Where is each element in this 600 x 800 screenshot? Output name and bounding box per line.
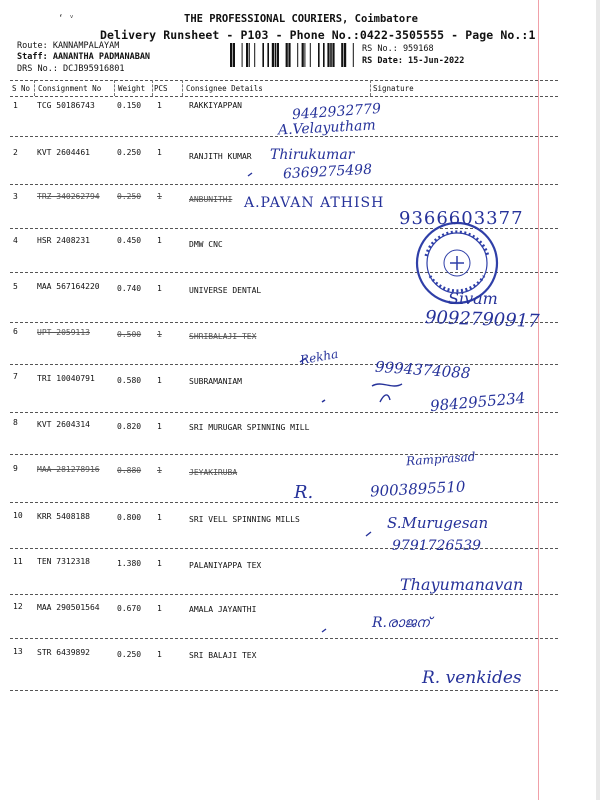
row-pcs: 1	[157, 284, 162, 293]
handwritten-phone: 6369275498	[282, 161, 373, 183]
row-separator	[10, 412, 558, 413]
col-divider	[370, 80, 371, 96]
col-signature: Signature	[373, 84, 414, 93]
handwritten-signature: R.രാജന്	[372, 615, 431, 631]
row-consignee: DMW CNC	[189, 240, 223, 249]
row-sno: 5	[13, 282, 18, 291]
row-separator	[10, 184, 558, 185]
row-consignee: SRI BALAJI TEX	[189, 651, 257, 660]
barcode-bar	[254, 43, 255, 67]
handwritten-name: A.PAVAN ATHISH	[244, 195, 385, 211]
row-sno: 6	[13, 327, 18, 336]
row-pcs: 1	[157, 148, 162, 157]
barcode-bar	[277, 43, 279, 67]
barcode-bar	[330, 43, 332, 67]
col-weight: Weight	[118, 84, 146, 93]
row-weight: 0.150	[117, 101, 142, 110]
barcode-bar	[302, 43, 304, 67]
row-consignment: MAA 567164220	[37, 282, 100, 291]
row-pcs: 1	[157, 422, 162, 431]
company-title: THE PROFESSIONAL COURIERS, Coimbatore	[184, 13, 418, 25]
row-consignment: UPT 2059113	[37, 328, 90, 337]
row-pcs: 1	[157, 650, 162, 659]
row-sno: 1	[13, 101, 18, 110]
barcode-bar	[242, 43, 243, 67]
row-pcs: 1	[157, 604, 162, 613]
barcode-bar	[332, 43, 334, 67]
row-consignee: SRI MURUGAR SPINNING MILL	[189, 423, 310, 432]
row-sno: 8	[13, 418, 18, 427]
barcode-bar	[262, 43, 264, 67]
staff-label: Staff: AANANTHA PADMANABAN	[17, 52, 151, 62]
row-sno: 13	[13, 647, 23, 656]
row-consignment: TRI 10040791	[37, 374, 95, 383]
row-consignee: RAKKIYAPPAN	[189, 101, 242, 110]
handwritten-phone: 9791726539	[392, 538, 482, 554]
row-consignee: JEYAKIRUBA	[189, 468, 238, 477]
row-sno: 7	[13, 372, 18, 381]
handwritten-signature: Thayumanavan	[400, 575, 524, 594]
row-consignee: RANJITH KUMAR	[189, 152, 252, 161]
handwritten-signature: R. venkides	[422, 668, 522, 688]
row-separator	[10, 638, 558, 639]
barcode-bar	[233, 43, 235, 67]
col-sno: S No	[12, 84, 31, 93]
barcode-bar	[323, 43, 325, 67]
row-weight: 0.740	[117, 284, 142, 293]
row-sno: 11	[13, 557, 23, 566]
row-separator	[10, 502, 558, 503]
barcode-bar	[318, 43, 320, 67]
row-weight: 0.250	[117, 148, 142, 157]
scan-edge	[596, 0, 600, 800]
row-weight: 0.580	[117, 376, 142, 385]
row-pcs: 1	[157, 376, 162, 385]
barcode-image	[230, 43, 355, 67]
row-separator	[10, 454, 558, 455]
runsheet-title: Delivery Runsheet - P103 - Phone No.:0422-3505555 - Page No.:1	[100, 28, 536, 42]
row-weight: 1.380	[117, 559, 142, 568]
row-weight: 0.250	[117, 650, 142, 659]
row-consignment: TEN 7312318	[37, 557, 90, 566]
row-consignment: TRZ 340262794	[37, 192, 100, 201]
col-pcs: PCS	[154, 84, 168, 93]
barcode-bar	[230, 43, 232, 67]
row-consignment: KVT 2604314	[37, 420, 90, 429]
row-pcs: 1	[157, 466, 162, 475]
barcode-bar	[327, 43, 329, 67]
barcode-bar	[246, 43, 248, 67]
row-consignment: MAA 290501564	[37, 603, 100, 612]
col-divider	[34, 80, 35, 96]
handwritten-signature: Rekha	[299, 346, 340, 368]
row-consignment: KRR 5408188	[37, 512, 90, 521]
row-sno: 9	[13, 464, 18, 473]
row-consignee: SHRIBALAJI TEX	[189, 332, 257, 341]
corner-mark: ‘ ᵛ	[58, 14, 75, 24]
barcode-bar	[344, 43, 346, 67]
row-consignee: PALANIYAPPA TEX	[189, 561, 262, 570]
row-pcs: 1	[157, 236, 162, 245]
row-consignee: ANBUNITHI	[189, 195, 233, 204]
handwritten-signature: R.	[294, 482, 314, 503]
handwritten-signature: Sivam	[448, 289, 498, 308]
handwritten-signature: S.Murugesan	[387, 514, 489, 532]
row-pcs: 1	[157, 513, 162, 522]
rs-number: RS No.: 959168	[362, 44, 434, 54]
margin-line	[538, 0, 539, 800]
handwritten-signature: Thirukumar	[270, 147, 355, 163]
row-pcs: 1	[157, 330, 162, 339]
barcode-bar	[249, 43, 250, 67]
col-consignment: Consignment No	[38, 84, 102, 93]
row-weight: 0.670	[117, 604, 142, 613]
barcode-bar	[286, 43, 288, 67]
barcode-bar	[304, 43, 305, 67]
rs-date: RS Date: 15-Jun-2022	[362, 56, 465, 66]
row-sno: 4	[13, 236, 18, 245]
barcode-bar	[267, 43, 269, 67]
row-separator	[10, 690, 558, 691]
row-separator	[10, 364, 558, 365]
barcode-bar	[288, 43, 290, 67]
row-consignee: UNIVERSE DENTAL	[189, 286, 262, 295]
handwritten-phone: 9366603377	[399, 208, 524, 229]
barcode-bar	[272, 43, 274, 67]
barcode-bar	[275, 43, 277, 67]
row-weight: 0.880	[117, 466, 142, 475]
col-consignee: Consignee Details	[186, 84, 263, 93]
row-sno: 10	[13, 511, 23, 520]
handwritten-phone: 9003895510	[369, 477, 466, 501]
handwritten-signature: A.Velayutham	[277, 117, 377, 139]
row-weight: 0.250	[117, 192, 142, 201]
handwritten-note: Ramprasad	[405, 449, 476, 469]
row-consignment: TCG 50186743	[37, 101, 95, 110]
handwritten-phone: 9092790917	[424, 307, 540, 332]
handwritten-phone: 9842955234	[429, 388, 527, 416]
row-consignment: MAA 281278916	[37, 465, 100, 474]
col-divider	[152, 80, 153, 96]
row-sno: 2	[13, 148, 18, 157]
row-consignee: SRI VELL SPINNING MILLS	[189, 515, 300, 524]
row-consignee: SUBRAMANIAM	[189, 377, 242, 386]
row-weight: 0.500	[117, 330, 142, 339]
drs-number: DRS No.: DCJB95916801	[17, 64, 125, 74]
table-top-border	[10, 80, 558, 81]
barcode-bar	[341, 43, 343, 67]
handwritten-phone: 9442932779	[291, 100, 382, 124]
row-consignment: KVT 2604461	[37, 148, 90, 157]
row-weight: 0.450	[117, 236, 142, 245]
row-separator	[10, 594, 558, 595]
barcode-bar	[310, 43, 311, 67]
row-sno: 12	[13, 602, 23, 611]
row-pcs: 1	[157, 559, 162, 568]
col-divider	[182, 80, 183, 96]
barcode-bar	[297, 43, 298, 67]
barcode-bar	[353, 43, 354, 67]
row-weight: 0.820	[117, 422, 142, 431]
route-label: Route: KANNAMPALAYAM	[17, 41, 120, 51]
row-consignee: AMALA JAYANTHI	[189, 605, 257, 614]
row-weight: 0.800	[117, 513, 142, 522]
row-sno: 3	[13, 192, 18, 201]
row-pcs: 1	[157, 192, 162, 201]
row-pcs: 1	[157, 101, 162, 110]
row-consignment: STR 6439892	[37, 648, 90, 657]
table-header-border	[10, 96, 558, 97]
row-consignment: HSR 2408231	[37, 236, 90, 245]
col-divider	[114, 80, 115, 96]
handwritten-phone: 9994374088	[374, 357, 471, 383]
